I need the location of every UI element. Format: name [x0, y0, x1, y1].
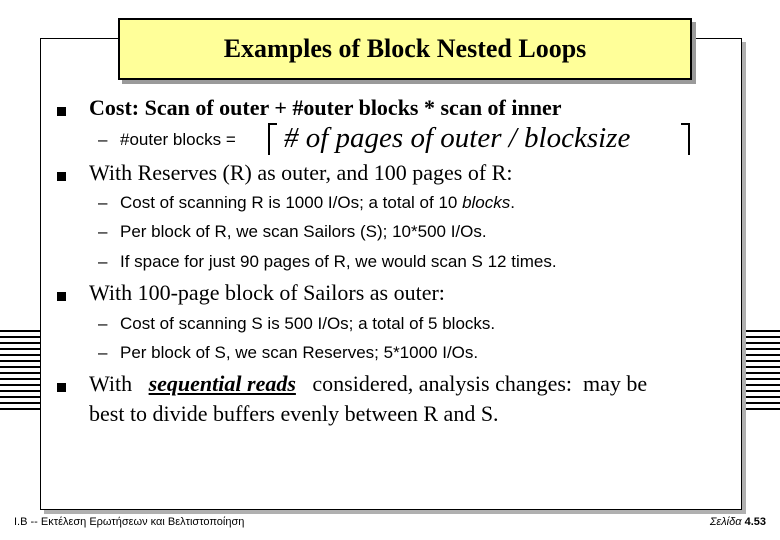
sequential-reads-emphasis: sequential reads [148, 371, 296, 396]
page-number: 4.53 [744, 516, 766, 528]
formula-pages-over-blocksize: # of pages of outer / blocksize [284, 122, 631, 154]
decorative-stripes-left [0, 330, 40, 414]
ceiling-right-bracket-icon [681, 123, 690, 155]
sub-bullet-cost-scan-s: – Cost of scanning S is 500 I/Os; a total of 5 blocks. [98, 314, 496, 333]
bullet-square-icon [57, 107, 66, 116]
ceiling-left-bracket-icon [268, 123, 277, 155]
sub-bullet-cost-scan-r: – Cost of scanning R is 1000 I/Os; a total of 10 blocks. [98, 193, 515, 212]
sub-bullet-per-block-r: – Per block of R, we scan Sailors (S); 10*500 I/Os. [98, 222, 487, 241]
bullet-reserves-outer: With Reserves (R) as outer, and 100 pages of R: [89, 160, 513, 185]
slide-title-text: Examples of Block Nested Loops [223, 34, 587, 63]
bullet-sailors-outer: With 100-page block of Sailors as outer: [89, 280, 445, 305]
footer-course-title: Ι.Β -- Εκτέλεση Ερωτήσεων και Βελτιστοποίηση [14, 516, 245, 528]
sub-bullet-outer-blocks: – #outer blocks = [98, 130, 236, 149]
slide-title [118, 18, 692, 80]
decorative-stripes-right [740, 330, 780, 414]
bullet-square-icon [57, 292, 66, 301]
sub-bullet-90-pages: – If space for just 90 pages of R, we would scan S 12 times. [98, 252, 557, 271]
bullet-cost: Cost: Scan of outer + #outer blocks * scan of inner [89, 95, 562, 120]
page-label: Σελίδα [709, 516, 742, 528]
sub-bullet-per-block-s: – Per block of S, we scan Reserves; 5*1000 I/Os. [98, 343, 479, 362]
bullet-sequential-reads-line2: best to divide buffers evenly between R and S. [89, 401, 499, 426]
bullet-square-icon [57, 172, 66, 181]
bullet-sequential-reads: With sequential reads considered, analysis changes: may be [89, 371, 648, 396]
dash-icon: – [98, 130, 108, 149]
footer-page-indicator [710, 516, 766, 528]
bullet-square-icon [57, 383, 66, 392]
